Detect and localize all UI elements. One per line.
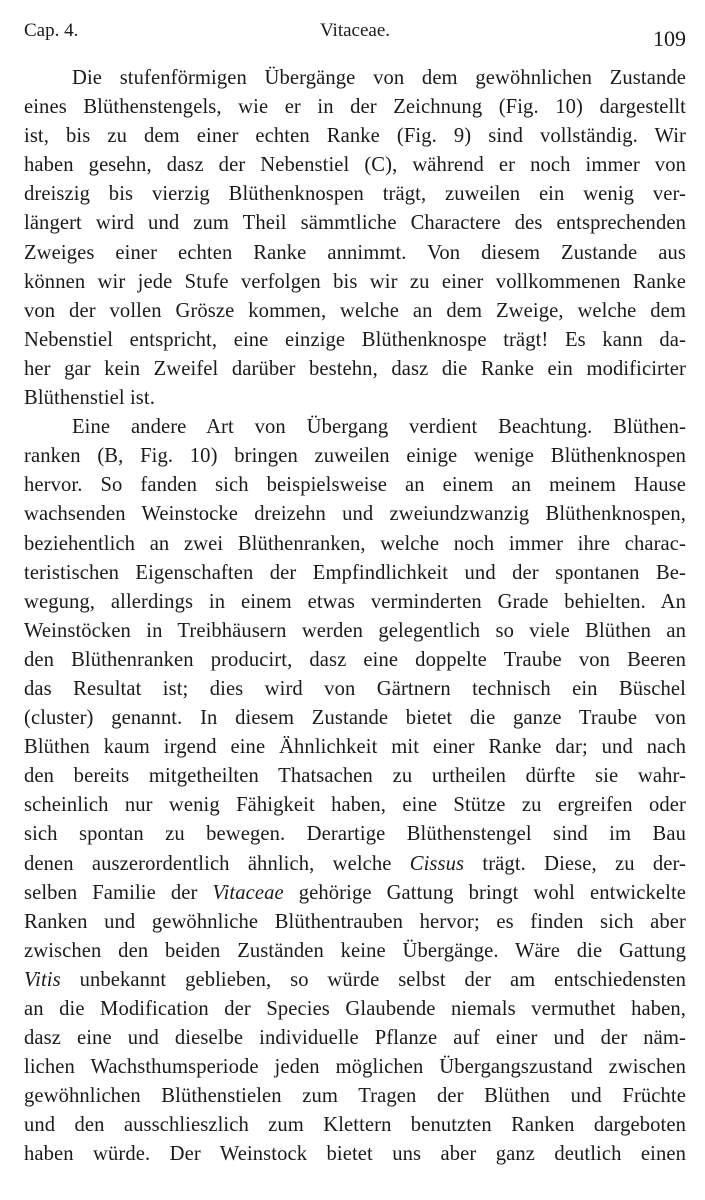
text-line: ranken (B, Fig. 10) bringen zuweilen einige wenige Blüthenknospen bbox=[24, 445, 686, 468]
text-line: Zweiges einer echten Ranke annimmt. Von diesem Zustande aus bbox=[24, 241, 686, 264]
italic-family-vitaceae: Vitaceae bbox=[212, 881, 284, 904]
text-line: gewöhnlichen Blüthenstielen zum Tragen der Blüthen und Früchte bbox=[24, 1085, 686, 1108]
text-line: her gar kein Zweifel darüber bestehn, dasz die Ranke ein modificirter bbox=[24, 357, 686, 380]
text-line: können wir jede Stufe verfolgen bis wir zu einer vollkommenen Ranke bbox=[24, 270, 686, 293]
italic-genus-vitis: Vitis bbox=[24, 968, 61, 991]
text-line: haben würde. Der Weinstock bietet uns aber ganz deutlich einen bbox=[24, 1143, 686, 1166]
text-line: ist, bis zu dem einer echten Ranke (Fig. 9) sind vollständig. Wir bbox=[24, 125, 686, 148]
text-line: längert wird und zum Theil sämmtliche Charactere des entsprechenden bbox=[24, 212, 686, 235]
italic-genus-cissus: Cissus bbox=[409, 852, 465, 875]
text-line: Blüthenstiel ist. bbox=[24, 387, 155, 410]
text-line: den Blüthenranken producirt, dasz eine doppelte Traube von Beeren bbox=[24, 648, 686, 671]
text-line: dreiszig bis vierzig Blüthenknospen trägt, zuweilen ein wenig ver- bbox=[24, 183, 686, 206]
body-text bbox=[24, 64, 686, 1170]
text-line-mixed bbox=[24, 850, 686, 879]
text-segment: selben Familie der bbox=[24, 881, 198, 904]
text-line: beziehentlich an zwei Blüthenranken, welche noch immer ihre charac- bbox=[24, 532, 686, 555]
text-line: Blüthen kaum irgend eine Ähnlichkeit mit einer Ranke dar; und nach bbox=[24, 736, 686, 759]
text-line: das Resultat ist; dies wird von Gärtnern technisch ein Büschel bbox=[24, 677, 686, 700]
text-segment: unbekannt geblieben, so würde selbst der am entschiedensten bbox=[79, 968, 686, 991]
text-line: wachsenden Weinstocke dreizehn und zweiundzwanzig Blüthenknospen, bbox=[24, 503, 686, 526]
text-line: hervor. So fanden sich beispielsweise an einem an meinem Hause bbox=[24, 474, 686, 497]
text-segment: trägt. Diese, zu der- bbox=[482, 852, 686, 875]
text-line: eines Blüthenstengels, wie er in der Zeichnung (Fig. 10) dargestellt bbox=[24, 96, 686, 119]
chapter-label: Cap. 4. bbox=[24, 20, 79, 41]
running-title: Vitaceae. bbox=[319, 20, 391, 41]
text-line: Ranken und gewöhnliche Blüthentrauben hervor; es finden sich aber bbox=[24, 910, 686, 933]
text-line: und den ausschlieszlich zum Klettern benutzten Ranken dargeboten bbox=[24, 1114, 686, 1137]
text-line: Nebenstiel entspricht, eine einzige Blüthenknospe trägt! Es kann da- bbox=[24, 328, 686, 351]
text-line: Weinstöcken in Treibhäusern werden gelegentlich so viele Blüthen an bbox=[24, 619, 686, 642]
text-line: haben gesehn, dasz der Nebenstiel (C), während er noch immer von bbox=[24, 154, 686, 177]
page-number: 109 bbox=[653, 26, 686, 51]
text-line: sich spontan zu bewegen. Derartige Blüthenstengel sind im Bau bbox=[24, 823, 686, 846]
text-line: lichen Wachsthumsperiode jeden möglichen Übergangszustand zwischen bbox=[24, 1056, 686, 1079]
text-segment: denen auszerordentlich ähnlich, welche bbox=[24, 852, 392, 875]
text-line: Die stufenförmigen Übergänge von dem gewöhnlichen Zustande bbox=[72, 67, 686, 89]
text-line-mixed bbox=[24, 966, 686, 995]
text-line: zwischen den beiden Zuständen keine Übergänge. Wäre die Gattung bbox=[24, 939, 686, 962]
text-line: wegung, allerdings in einem etwas verminderten Grade behielten. An bbox=[24, 590, 686, 613]
text-line-mixed bbox=[24, 879, 686, 908]
running-header bbox=[24, 20, 686, 50]
text-line: Eine andere Art von Übergang verdient Beachtung. Blüthen- bbox=[72, 416, 686, 439]
text-line: (cluster) genannt. In diesem Zustande bietet die ganze Traube von bbox=[24, 707, 686, 730]
text-line: dasz eine und dieselbe individuelle Pflanze auf einer und der näm- bbox=[24, 1027, 686, 1050]
text-line: teristischen Eigenschaften der Empfindlichkeit und der spontanen Be- bbox=[24, 561, 686, 584]
text-line: scheinlich nur wenig Fähigkeit haben, eine Stütze zu ergreifen oder bbox=[24, 794, 686, 817]
text-line: den bereits mitgetheilten Thatsachen zu urtheilen dürfte sie wahr- bbox=[24, 765, 686, 788]
text-segment: gehörige Gattung bringt wohl entwickelte bbox=[298, 881, 686, 904]
text-line: an die Modification der Species Glaubende niemals vermuthet haben, bbox=[24, 998, 686, 1020]
text-line: von der vollen Grösze kommen, welche an dem Zweige, welche dem bbox=[24, 299, 686, 322]
